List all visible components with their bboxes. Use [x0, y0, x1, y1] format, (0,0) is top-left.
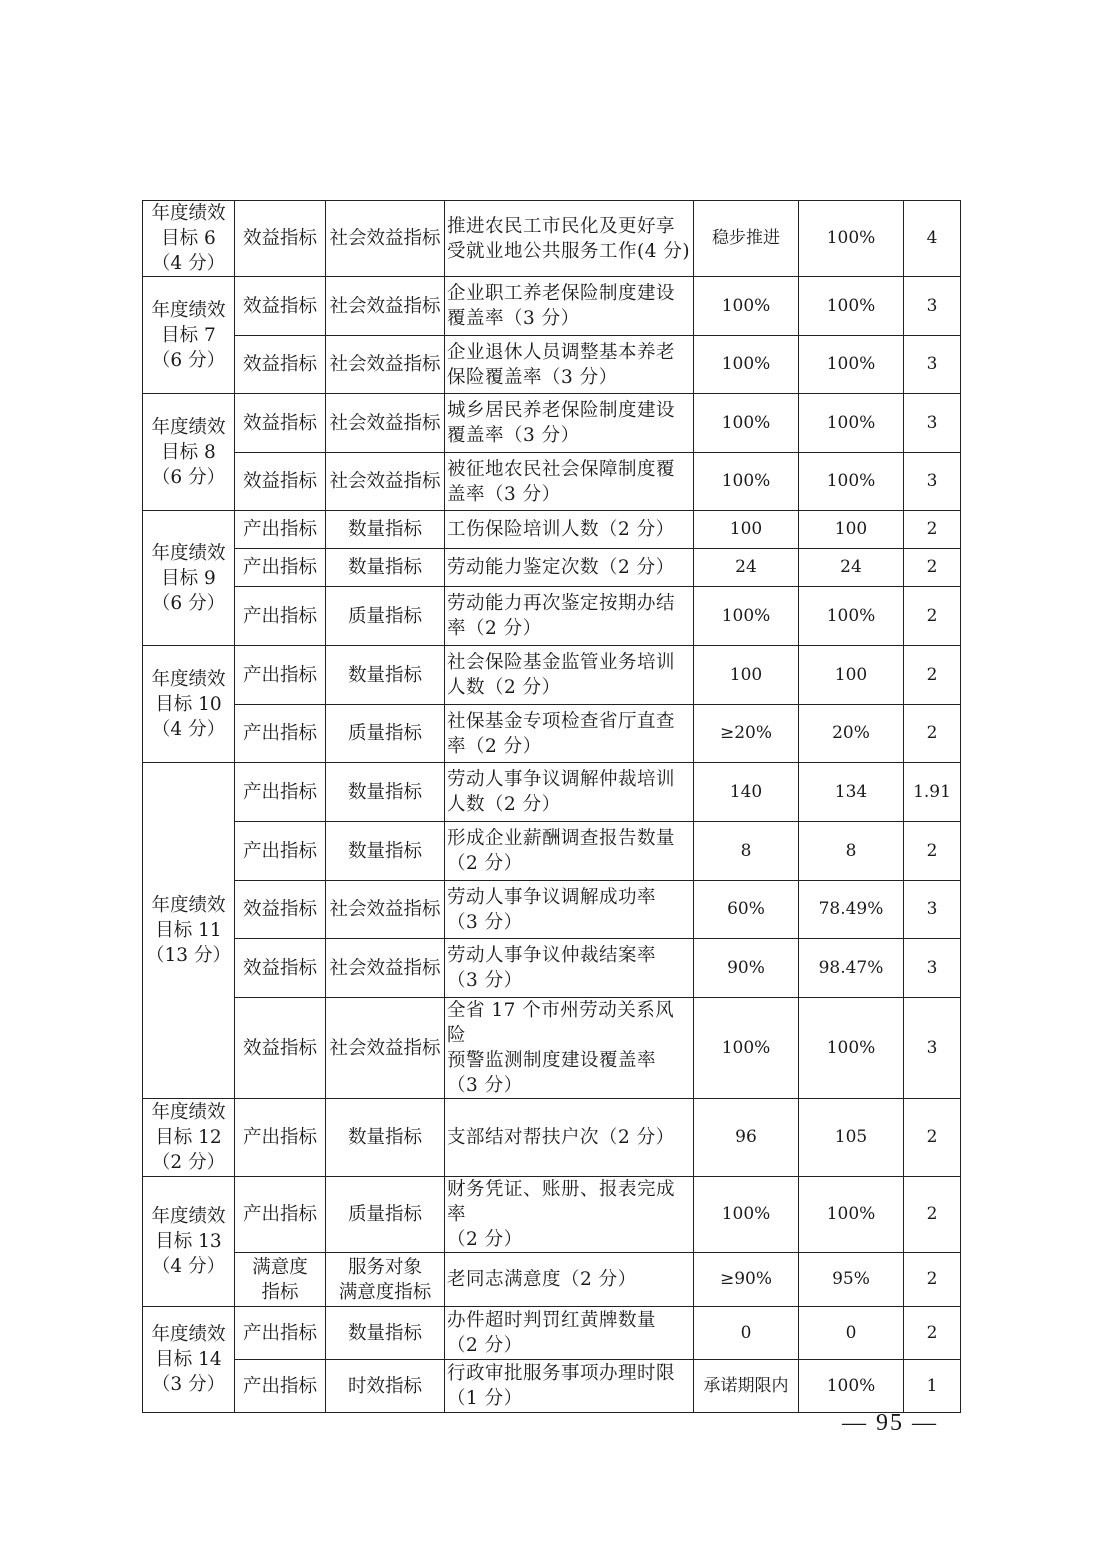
- level1-indicator-cell: 效益指标: [235, 881, 326, 939]
- level2-indicator-cell: 社会效益指标: [326, 201, 445, 277]
- score-cell: 2: [904, 705, 961, 763]
- table-row: [143, 277, 961, 336]
- score-cell: 3: [904, 998, 961, 1099]
- indicator-cell: [445, 881, 694, 939]
- level1-indicator-cell: 效益指标: [235, 201, 326, 277]
- actual-value-cell: 134: [799, 763, 904, 822]
- level2-indicator-cell: 社会效益指标: [326, 453, 445, 511]
- goal-cell: [143, 763, 235, 1099]
- table-row: [143, 1360, 961, 1413]
- cell-line: 目标 6: [161, 228, 216, 249]
- score-cell: 3: [904, 881, 961, 939]
- cell-line: 覆盖率（3 分）: [447, 425, 580, 446]
- cell-line: 财务凭证、账册、报表完成率: [447, 1179, 676, 1225]
- cell-line: 劳动人事争议仲裁结案率: [447, 945, 657, 966]
- target-value-cell: 100: [694, 646, 799, 705]
- cell-line: 人数（2 分）: [447, 677, 561, 698]
- cell-line: 目标 13: [155, 1231, 222, 1252]
- table-row: [143, 881, 961, 939]
- indicator-cell: [445, 1360, 694, 1413]
- cell-line: 目标 8: [161, 441, 216, 463]
- cell-line: 年度绩效: [151, 668, 226, 690]
- level2-indicator-cell: 数量指标: [326, 549, 445, 587]
- cell-line: 老同志满意度（2 分）: [447, 1269, 637, 1290]
- level1-indicator-cell: 产出指标: [235, 1360, 326, 1413]
- cell-line: 目标 9: [161, 567, 216, 589]
- level2-indicator-cell: 质量指标: [326, 1177, 445, 1253]
- table-row: [143, 646, 961, 705]
- cell-line: （3 分）: [151, 1374, 226, 1395]
- cell-line: 工伤保险培训人数（2 分）: [447, 519, 675, 540]
- cell-line: 社保基金专项检查省厅直查: [447, 710, 676, 732]
- cell-line: 目标 12: [155, 1127, 222, 1148]
- cell-line: 行政审批服务事项办理时限: [447, 1363, 676, 1384]
- cell-line: （6 分）: [151, 592, 226, 614]
- level2-indicator-cell: 数量指标: [326, 646, 445, 705]
- actual-value-cell: 100%: [799, 998, 904, 1099]
- level2-indicator-cell: 数量指标: [326, 822, 445, 881]
- indicator-cell: [445, 998, 694, 1099]
- indicator-cell: [445, 277, 694, 336]
- table-row: [143, 201, 961, 277]
- indicator-cell: [445, 939, 694, 998]
- actual-value-cell: 100%: [799, 587, 904, 646]
- target-value-cell: 100%: [694, 998, 799, 1099]
- cell-line: 全省 17 个市州劳动关系风险: [447, 1000, 675, 1046]
- indicator-cell: [445, 549, 694, 587]
- indicator-cell: [445, 705, 694, 763]
- actual-value-cell: 100%: [799, 277, 904, 336]
- actual-value-cell: 100%: [799, 201, 904, 277]
- target-value-cell: 140: [694, 763, 799, 822]
- cell-line: 推进农民工市民化及更好享: [447, 215, 676, 237]
- score-cell: 2: [904, 822, 961, 881]
- cell-line: 年度绩效: [151, 1102, 226, 1123]
- table-row: [143, 939, 961, 998]
- indicator-cell: [445, 1177, 694, 1253]
- cell-line: 年度绩效: [151, 895, 226, 916]
- level2-indicator-cell: 数量指标: [326, 763, 445, 822]
- goal-cell: [143, 1307, 235, 1413]
- cell-line: 覆盖率（3 分）: [447, 308, 580, 329]
- score-cell: 2: [904, 1099, 961, 1177]
- target-value-cell: 24: [694, 549, 799, 587]
- cell-line: （4 分）: [151, 1256, 226, 1277]
- goal-cell: [143, 277, 235, 394]
- indicator-cell: [445, 763, 694, 822]
- indicator-cell: [445, 511, 694, 549]
- score-cell: 2: [904, 549, 961, 587]
- cell-line: （2 分）: [447, 1335, 523, 1356]
- score-cell: 2: [904, 646, 961, 705]
- level2-indicator-cell: [326, 1253, 445, 1307]
- score-cell: 3: [904, 336, 961, 394]
- cell-line: 目标 10: [155, 693, 222, 715]
- level2-indicator-cell: 数量指标: [326, 1099, 445, 1177]
- level2-indicator-cell: 数量指标: [326, 511, 445, 549]
- cell-line: 年度绩效: [151, 203, 226, 224]
- target-value-cell: 60%: [694, 881, 799, 939]
- level2-indicator-cell: 质量指标: [326, 587, 445, 646]
- actual-value-cell: 100: [799, 511, 904, 549]
- cell-line: 社会保险基金监管业务培训: [447, 652, 676, 673]
- cell-line: 城乡居民养老保险制度建设: [447, 400, 676, 421]
- score-cell: 4: [904, 201, 961, 277]
- level2-indicator-cell: 社会效益指标: [326, 336, 445, 394]
- indicator-cell: [445, 201, 694, 277]
- actual-value-cell: 95%: [799, 1253, 904, 1307]
- cell-line: （3 分）: [447, 911, 523, 933]
- table-row: [143, 1099, 961, 1177]
- cell-line: 劳动人事争议调解成功率: [447, 886, 657, 908]
- cell-line: （1 分）: [447, 1388, 523, 1409]
- cell-line: 年度绩效: [151, 1206, 226, 1227]
- cell-line: （6 分）: [151, 349, 226, 371]
- actual-value-cell: 78.49%: [799, 881, 904, 939]
- level2-indicator-cell: 时效指标: [326, 1360, 445, 1413]
- score-cell: 2: [904, 511, 961, 549]
- level2-indicator-cell: 社会效益指标: [326, 277, 445, 336]
- level1-indicator-cell: 效益指标: [235, 394, 326, 453]
- level2-indicator-cell: 社会效益指标: [326, 881, 445, 939]
- cell-line: 办件超时判罚红黄牌数量: [447, 1310, 657, 1331]
- target-value-cell: 90%: [694, 939, 799, 998]
- cell-line: 劳动能力再次鉴定按期办结: [447, 593, 676, 614]
- table-row: [143, 394, 961, 453]
- indicator-cell: [445, 1307, 694, 1360]
- cell-line: 盖率（3 分）: [447, 483, 561, 505]
- target-value-cell: 8: [694, 822, 799, 881]
- indicator-cell: [445, 822, 694, 881]
- level1-indicator-cell: 产出指标: [235, 646, 326, 705]
- actual-value-cell: 24: [799, 549, 904, 587]
- cell-line: 年度绩效: [151, 299, 226, 321]
- level1-indicator-cell: 产出指标: [235, 587, 326, 646]
- table-row: [143, 1253, 961, 1307]
- table-row: [143, 511, 961, 549]
- cell-line: 率（2 分）: [447, 618, 542, 639]
- table-body: [143, 201, 961, 1413]
- goal-cell: [143, 646, 235, 763]
- indicator-cell: [445, 646, 694, 705]
- target-value-cell: 100%: [694, 453, 799, 511]
- cell-line: （3 分）: [447, 970, 523, 991]
- score-cell: 2: [904, 1177, 961, 1253]
- target-value-cell: 100%: [694, 1177, 799, 1253]
- level2-indicator-cell: 数量指标: [326, 1307, 445, 1360]
- cell-line: （2 分）: [151, 1152, 226, 1173]
- actual-value-cell: 98.47%: [799, 939, 904, 998]
- actual-value-cell: 100%: [799, 394, 904, 453]
- cell-line: （4 分）: [151, 253, 226, 274]
- score-cell: 3: [904, 939, 961, 998]
- target-value-cell: 承诺期限内: [694, 1360, 799, 1413]
- score-cell: 2: [904, 1307, 961, 1360]
- level1-indicator-cell: 效益指标: [235, 336, 326, 394]
- cell-line: 企业退休人员调整基本养老: [447, 341, 676, 363]
- table-row: [143, 1177, 961, 1253]
- level1-indicator-cell: 产出指标: [235, 1307, 326, 1360]
- level1-indicator-cell: 产出指标: [235, 822, 326, 881]
- score-cell: 3: [904, 453, 961, 511]
- cell-line: 目标 11: [155, 920, 222, 941]
- cell-line: （3 分）: [447, 1075, 523, 1096]
- actual-value-cell: 100%: [799, 453, 904, 511]
- indicator-cell: [445, 1253, 694, 1307]
- goal-cell: [143, 1177, 235, 1307]
- cell-line: 率（2 分）: [447, 735, 542, 757]
- cell-line: 形成企业薪酬调查报告数量: [447, 828, 676, 849]
- goal-cell: [143, 201, 235, 277]
- table-row: [143, 453, 961, 511]
- actual-value-cell: 100%: [799, 1360, 904, 1413]
- cell-line: （13 分）: [146, 945, 231, 966]
- cell-line: 年度绩效: [151, 416, 226, 438]
- level1-indicator-cell: 效益指标: [235, 277, 326, 336]
- level1-indicator-cell: 效益指标: [235, 939, 326, 998]
- level1-indicator-cell: 产出指标: [235, 705, 326, 763]
- cell-line: 被征地农民社会保障制度覆: [447, 458, 676, 480]
- level2-indicator-cell: 质量指标: [326, 705, 445, 763]
- actual-value-cell: 105: [799, 1099, 904, 1177]
- target-value-cell: 100%: [694, 336, 799, 394]
- table-row: [143, 549, 961, 587]
- indicator-cell: [445, 336, 694, 394]
- cell-line: 年度绩效: [151, 542, 226, 564]
- table-row: [143, 1307, 961, 1360]
- indicator-cell: [445, 453, 694, 511]
- cell-line: 目标 14: [155, 1349, 222, 1370]
- table-row: [143, 998, 961, 1099]
- cell-line: 预警监测制度建设覆盖率: [447, 1050, 657, 1071]
- actual-value-cell: 100%: [799, 1177, 904, 1253]
- performance-indicator-table: [142, 200, 961, 1413]
- table-row: [143, 587, 961, 646]
- level1-indicator-cell: 产出指标: [235, 1099, 326, 1177]
- cell-line: 企业职工养老保险制度建设: [447, 283, 676, 304]
- target-value-cell: ≥20%: [694, 705, 799, 763]
- indicator-cell: [445, 587, 694, 646]
- actual-value-cell: 20%: [799, 705, 904, 763]
- cell-line: 受就业地公共服务工作(4 分): [447, 240, 691, 262]
- actual-value-cell: 100%: [799, 336, 904, 394]
- cell-line: 指标: [261, 1281, 299, 1303]
- cell-line: （6 分）: [151, 466, 226, 488]
- score-cell: 3: [904, 277, 961, 336]
- indicator-cell: [445, 1099, 694, 1177]
- goal-cell: [143, 394, 235, 511]
- target-value-cell: 100%: [694, 394, 799, 453]
- target-value-cell: 0: [694, 1307, 799, 1360]
- target-value-cell: 稳步推进: [694, 201, 799, 277]
- actual-value-cell: 0: [799, 1307, 904, 1360]
- table-row: [143, 822, 961, 881]
- cell-line: 目标 7: [161, 324, 216, 346]
- cell-line: （2 分）: [447, 853, 523, 874]
- cell-line: 满意度指标: [338, 1281, 432, 1303]
- target-value-cell: 100%: [694, 277, 799, 336]
- target-value-cell: 96: [694, 1099, 799, 1177]
- score-cell: 3: [904, 394, 961, 453]
- goal-cell: [143, 1099, 235, 1177]
- cell-line: 支部结对帮扶户次（2 分）: [447, 1127, 675, 1148]
- cell-line: 满意度: [252, 1256, 308, 1278]
- cell-line: 年度绩效: [151, 1324, 226, 1345]
- target-value-cell: 100: [694, 511, 799, 549]
- cell-line: 人数（2 分）: [447, 794, 561, 815]
- cell-line: （4 分）: [151, 718, 226, 740]
- level1-indicator-cell: 产出指标: [235, 549, 326, 587]
- score-cell: 2: [904, 587, 961, 646]
- actual-value-cell: 8: [799, 822, 904, 881]
- level1-indicator-cell: 产出指标: [235, 511, 326, 549]
- actual-value-cell: 100: [799, 646, 904, 705]
- page-number: — 95 —: [842, 1410, 938, 1436]
- level1-indicator-cell: 产出指标: [235, 763, 326, 822]
- indicator-cell: [445, 394, 694, 453]
- goal-cell: [143, 511, 235, 646]
- cell-line: 劳动人事争议调解仲裁培训: [447, 769, 676, 790]
- cell-line: 保险覆盖率（3 分）: [447, 366, 618, 388]
- level2-indicator-cell: 社会效益指标: [326, 394, 445, 453]
- target-value-cell: 100%: [694, 587, 799, 646]
- score-cell: 1.91: [904, 763, 961, 822]
- level1-indicator-cell: 效益指标: [235, 453, 326, 511]
- cell-line: 劳动能力鉴定次数（2 分）: [447, 557, 675, 578]
- score-cell: 2: [904, 1253, 961, 1307]
- level1-indicator-cell: [235, 1253, 326, 1307]
- cell-line: 服务对象: [347, 1256, 422, 1278]
- level2-indicator-cell: 社会效益指标: [326, 939, 445, 998]
- score-cell: 1: [904, 1360, 961, 1413]
- target-value-cell: ≥90%: [694, 1253, 799, 1307]
- table-row: [143, 336, 961, 394]
- cell-line: （2 分）: [447, 1229, 523, 1250]
- level2-indicator-cell: 社会效益指标: [326, 998, 445, 1099]
- table-row: [143, 705, 961, 763]
- table-row: [143, 763, 961, 822]
- level1-indicator-cell: 产出指标: [235, 1177, 326, 1253]
- level1-indicator-cell: 效益指标: [235, 998, 326, 1099]
